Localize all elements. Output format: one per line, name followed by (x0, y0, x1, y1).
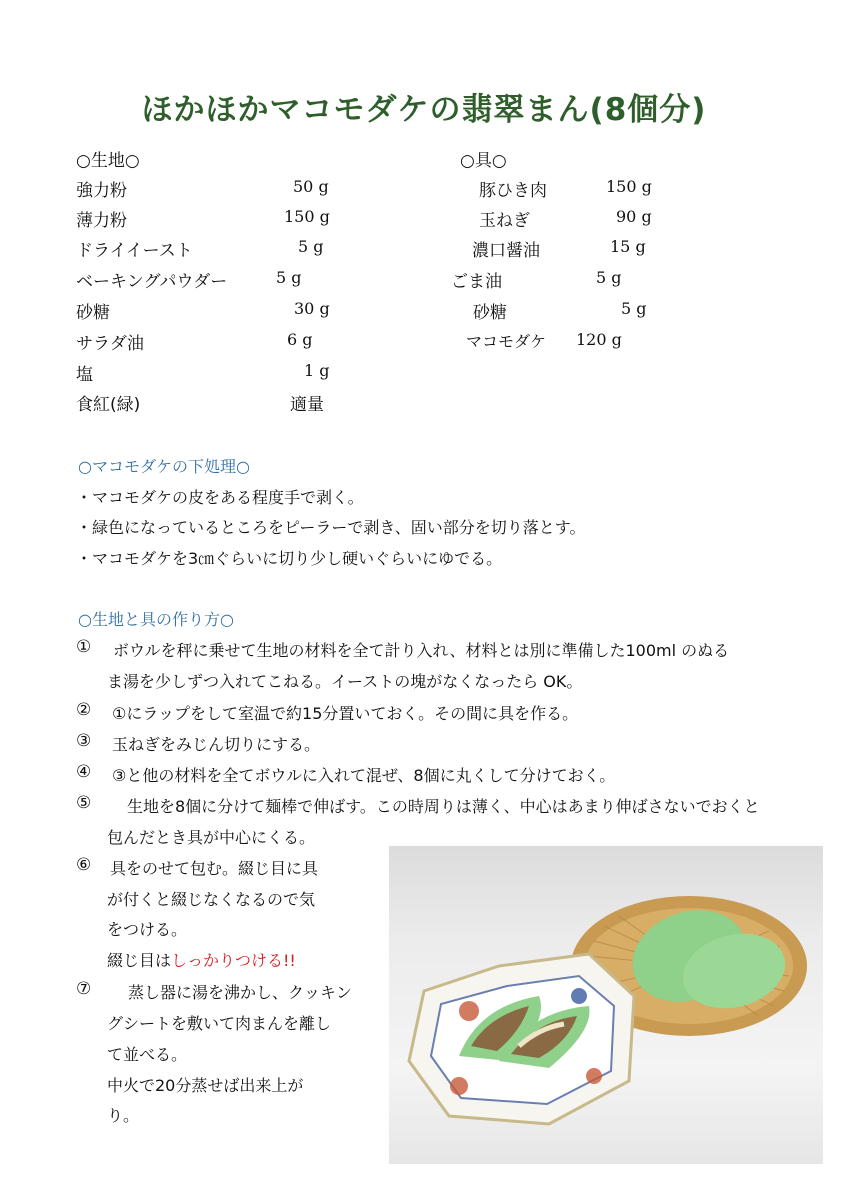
step-text: り。 (107, 1106, 140, 1125)
filling-item-qty: 90 g (616, 207, 652, 226)
step-text: ボウルを秤に乗せて生地の材料を全て計り入れ、材料とは別に準備した100ml のぬる (113, 641, 730, 660)
dough-item-name: 食紅(緑) (76, 395, 141, 415)
step-number: ① (76, 637, 92, 657)
filling-item-name: ごま油 (451, 272, 502, 292)
prep-line: ・マコモダケを3㎝ぐらいに切り少し硬いぐらいにゆでる。 (76, 549, 503, 568)
dish-illustration (389, 846, 823, 1164)
dough-item-qty: 6 g (287, 330, 313, 349)
dough-item-name: ドライイースト (76, 241, 193, 261)
dough-item-name: サラダ油 (76, 334, 144, 354)
prep-line: ・緑色になっているところをピーラーで剥き、固い部分を切り落とす。 (76, 518, 586, 537)
dough-item-name: 強力粉 (76, 181, 127, 201)
step-number: ⑥ (76, 855, 92, 875)
step-text: ①にラップをして室温で約15分置いておく。その間に具を作る。 (112, 704, 579, 723)
step-number: ⑤ (76, 793, 92, 813)
dough-item-qty: 50 g (293, 177, 329, 196)
filling-item-name: 玉ねぎ (479, 211, 530, 231)
step-text: が付くと綴じなくなるので気 (107, 890, 316, 909)
filling-item-name: 豚ひき肉 (479, 181, 547, 201)
step-text: 蒸し器に湯を沸かし、クッキン (128, 983, 352, 1002)
filling-item-qty: 5 g (621, 299, 647, 318)
step-number: ② (76, 700, 92, 720)
step-number: ⑦ (76, 979, 92, 999)
step-text: グシートを敷いて肉まんを離し (107, 1014, 332, 1033)
dough-item-name: ベーキングパウダー (76, 272, 228, 292)
dough-heading: ○生地○ (76, 151, 140, 171)
prep-line: ・マコモダケの皮をある程度手で剥く。 (76, 488, 364, 507)
step-note-emphasis: しっかりつける!! (171, 951, 296, 970)
dough-item-qty: 適量 (290, 395, 324, 415)
method-heading: ○生地と具の作り方○ (78, 610, 234, 629)
filling-item-qty: 120 g (576, 330, 622, 349)
step-text: ま湯を少しずつ入れてこねる。イーストの塊がなくなったら OK。 (107, 672, 583, 691)
step-number: ④ (76, 762, 92, 782)
dough-item-qty: 5 g (276, 268, 302, 287)
step-text: て並べる。 (107, 1045, 188, 1064)
step-text: ③と他の材料を全てボウルに入れて混ぜ、8個に丸くして分けておく。 (112, 766, 616, 785)
page-title: ほかほかマコモダケの翡翠まん(8個分) (141, 92, 707, 128)
filling-item-qty: 15 g (610, 237, 646, 256)
filling-item-qty: 150 g (606, 177, 652, 196)
filling-item-name: 濃口醤油 (472, 241, 540, 261)
filling-heading: ○具○ (460, 151, 507, 171)
dough-item-qty: 5 g (298, 237, 324, 256)
dish-photo (389, 846, 823, 1164)
step-number: ③ (76, 731, 92, 751)
prep-heading: ○マコモダケの下処理○ (78, 457, 250, 476)
step-text: 包んだとき具が中心にくる。 (107, 828, 316, 847)
dough-item-qty: 1 g (304, 361, 330, 380)
dough-item-qty: 150 g (284, 207, 330, 226)
step-text: 具をのせて包む。綴じ目に具 (110, 859, 319, 878)
dough-item-qty: 30 g (294, 299, 330, 318)
dough-item-name: 薄力粉 (76, 211, 127, 231)
step-note (107, 948, 296, 971)
dough-item-name: 塩 (76, 365, 93, 385)
filling-item-qty: 5 g (596, 268, 622, 287)
step-text: 玉ねぎをみじん切りにする。 (112, 735, 321, 754)
filling-item-name: マコモダケ (466, 332, 547, 351)
dough-item-name: 砂糖 (76, 303, 110, 323)
step-note-prefix: 綴じ目は (107, 951, 172, 970)
filling-item-name: 砂糖 (473, 303, 507, 323)
step-text: 中火で20分蒸せば出来上が (107, 1076, 304, 1095)
step-text: をつける。 (107, 920, 188, 939)
step-text: 生地を8個に分けて麺棒で伸ばす。この時周りは薄く、中心はあまり伸ばさないでおくと (127, 797, 760, 816)
